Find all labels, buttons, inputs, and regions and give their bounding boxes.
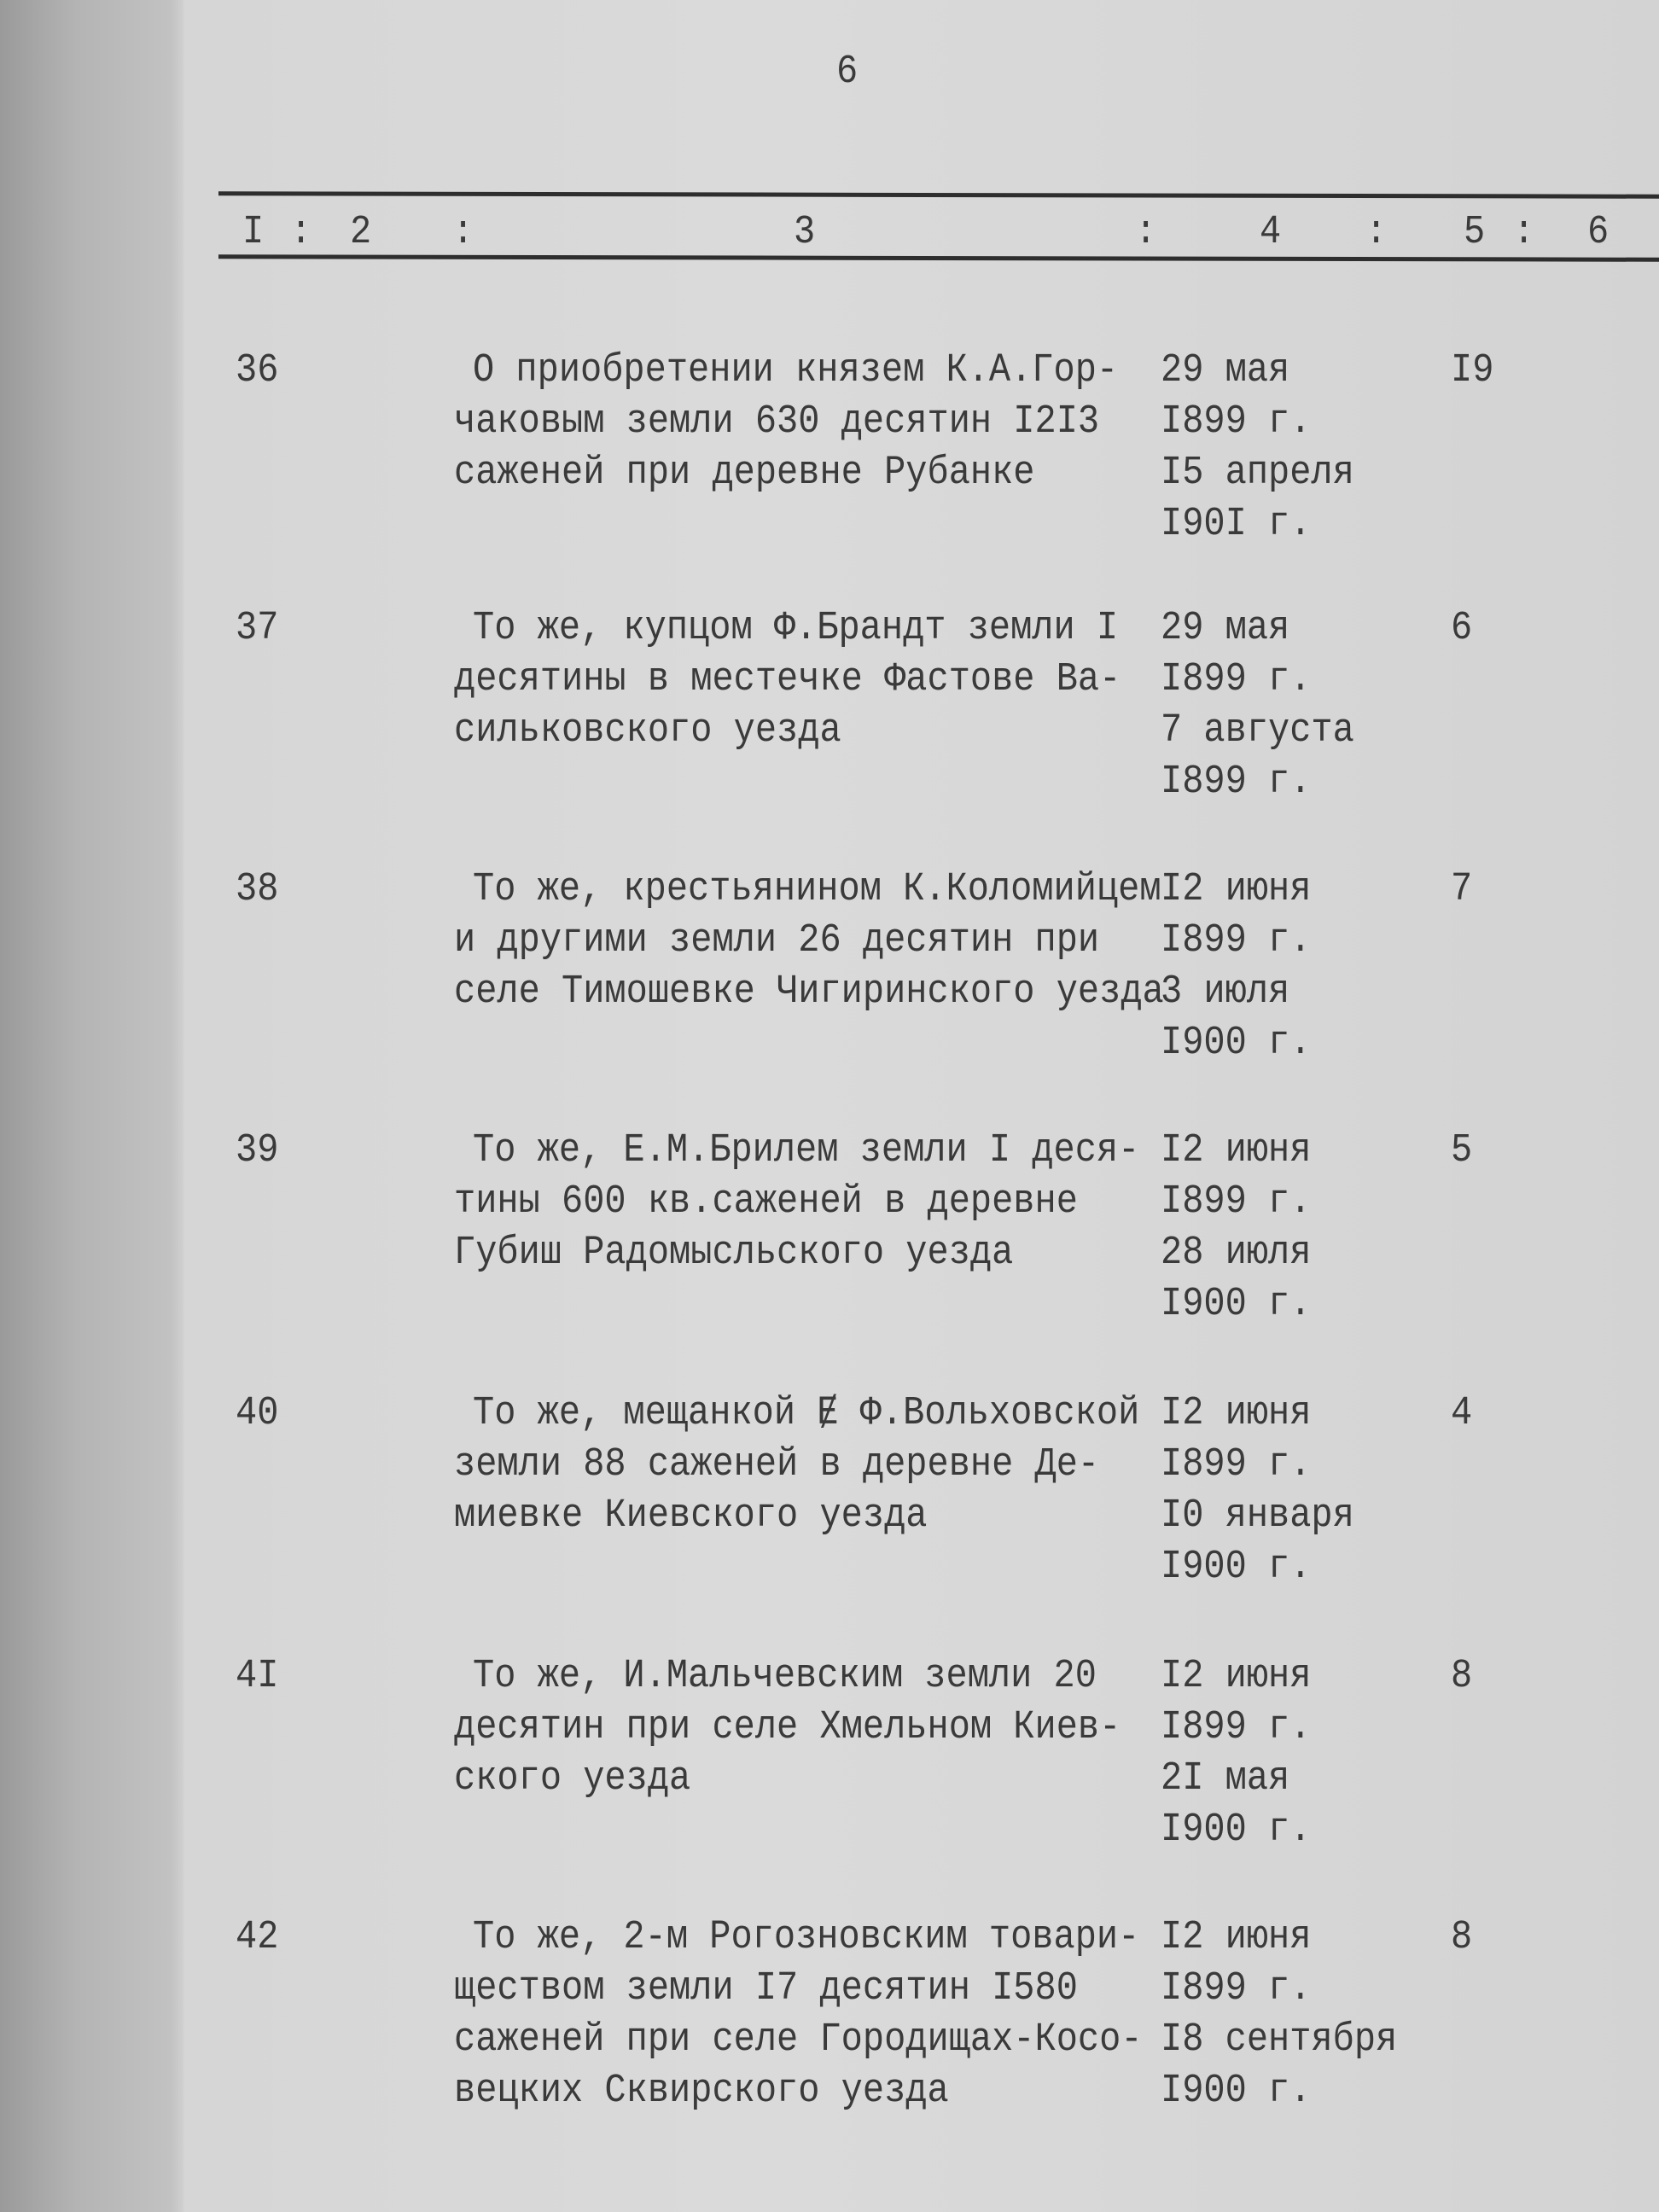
- header-col-6: 6: [1587, 208, 1610, 255]
- date-line: 29 мая: [1161, 604, 1290, 651]
- date-line: 28 июля: [1161, 1229, 1312, 1276]
- description-line: То же, Е.М.Брилем земли I деся-: [473, 1126, 1140, 1173]
- sheet-count: 4: [1451, 1389, 1473, 1436]
- record-number: 36: [236, 346, 279, 393]
- date-line: I90I г.: [1161, 500, 1312, 547]
- table-row: [0, 860, 1659, 1116]
- date-line: I899 г.: [1161, 1178, 1312, 1225]
- date-line: 29 мая: [1161, 346, 1290, 393]
- date-line: 7 августа: [1161, 707, 1354, 754]
- date-line: I900 г.: [1161, 1280, 1312, 1327]
- description-line: чаковым земли 630 десятин I2I3: [454, 398, 1100, 445]
- record-dates: [1161, 1647, 1311, 1852]
- page-number: 6: [836, 48, 859, 95]
- description-line: ского уезда: [454, 1755, 691, 1802]
- table-row: [0, 1121, 1659, 1377]
- record-number: 37: [236, 604, 279, 651]
- sheet-count: 6: [1451, 604, 1473, 651]
- description-line: То же, купцом Ф.Брандт земли I: [473, 604, 1119, 651]
- description-line: То же, крестьянином К.Коломийцем: [473, 865, 1161, 912]
- record-dates: [1161, 1908, 1397, 2113]
- record-dates: [1161, 341, 1354, 546]
- date-line: I2 июня: [1161, 1389, 1312, 1436]
- date-line: I2 июня: [1161, 1652, 1312, 1699]
- description-line: десятины в местечке Фастове Ва-: [454, 655, 1121, 702]
- table-row: [0, 1908, 1659, 2164]
- sheet-count: 8: [1451, 1913, 1473, 1960]
- date-line: I899 г.: [1161, 398, 1312, 445]
- description-line: ществом земли I7 десятин I580: [454, 1965, 1078, 2011]
- record-number: 40: [236, 1389, 279, 1436]
- description-line: земли 88 саженей в деревне Де-: [454, 1441, 1100, 1487]
- header-sep: :: [1135, 208, 1157, 255]
- record-description: [454, 1121, 1139, 1275]
- date-line: I899 г.: [1161, 758, 1312, 805]
- date-line: I900 г.: [1161, 1543, 1312, 1590]
- table-row: [0, 1384, 1659, 1640]
- date-line: I899 г.: [1161, 1703, 1312, 1750]
- record-dates: [1161, 1121, 1311, 1326]
- description-line: вецких Сквирского уезда: [454, 2067, 949, 2114]
- header-sep: :: [452, 208, 474, 255]
- description-line: саженей при деревне Рубанке: [454, 449, 1035, 496]
- table-row: [0, 599, 1659, 855]
- date-line: I900 г.: [1161, 1019, 1312, 1066]
- description-line: и другими земли 26 десятин при: [454, 917, 1100, 963]
- date-line: I899 г.: [1161, 655, 1312, 702]
- date-line: I8 сентября: [1161, 2016, 1398, 2063]
- record-dates: [1161, 860, 1311, 1065]
- record-description: [454, 599, 1121, 753]
- header-col-2: 2: [350, 208, 372, 255]
- record-description: [454, 1384, 1139, 1538]
- header-sep: :: [1365, 208, 1388, 255]
- date-line: I2 июня: [1161, 1126, 1312, 1173]
- date-line: I2 июня: [1161, 1913, 1312, 1960]
- sheet-count: 5: [1451, 1126, 1473, 1173]
- sheet-count: 8: [1451, 1652, 1473, 1699]
- date-line: 2I мая: [1161, 1755, 1290, 1802]
- description-line: То же, мещанкой Ɇ Ф.Вольховской: [473, 1389, 1140, 1436]
- description-line: сильковского уезда: [454, 707, 841, 754]
- date-line: I900 г.: [1161, 1806, 1312, 1853]
- record-dates: [1161, 599, 1354, 804]
- date-line: I899 г.: [1161, 917, 1312, 963]
- date-line: I2 июня: [1161, 865, 1312, 912]
- record-number: 38: [236, 865, 279, 912]
- record-number: 4I: [236, 1652, 279, 1699]
- date-line: I0 января: [1161, 1492, 1354, 1539]
- record-description: [454, 1908, 1143, 2113]
- date-line: I899 г.: [1161, 1965, 1312, 2011]
- record-description: [454, 1647, 1121, 1801]
- sheet-count: 7: [1451, 865, 1473, 912]
- description-line: Губиш Радомысльского уезда: [454, 1229, 1014, 1276]
- description-line: саженей при селе Городищах-Косо-: [454, 2016, 1143, 2063]
- table-row: [0, 341, 1659, 597]
- date-line: I900 г.: [1161, 2067, 1312, 2114]
- header-sep: :: [290, 208, 312, 255]
- description-line: То же, 2-м Рогозновским товари-: [473, 1913, 1140, 1960]
- header-col-1: I: [242, 208, 265, 255]
- sheet-count: I9: [1451, 346, 1494, 393]
- record-number: 42: [236, 1913, 279, 1960]
- description-line: тины 600 кв.саженей в деревне: [454, 1178, 1078, 1225]
- description-line: селе Тимошевке Чигиринского уезда: [454, 968, 1164, 1015]
- header-top-rule: [218, 191, 1659, 199]
- date-line: 3 июля: [1161, 968, 1290, 1015]
- record-description: [454, 860, 1164, 1014]
- description-line: десятин при селе Хмельном Киев-: [454, 1703, 1121, 1750]
- description-line: миевке Киевского уезда: [454, 1492, 928, 1539]
- header-sep: :: [1513, 208, 1535, 255]
- record-number: 39: [236, 1126, 279, 1173]
- header-col-4: 4: [1260, 208, 1282, 255]
- date-line: I5 апреля: [1161, 449, 1354, 496]
- description-line: То же, И.Мальчевским земли 20: [473, 1652, 1097, 1699]
- description-line: О приобретении князем К.А.Гор-: [473, 346, 1119, 393]
- table-row: [0, 1647, 1659, 1903]
- record-dates: [1161, 1384, 1354, 1589]
- header-col-5: 5: [1464, 208, 1486, 255]
- header-bottom-rule: [218, 254, 1659, 262]
- date-line: I899 г.: [1161, 1441, 1312, 1487]
- header-col-3: 3: [794, 208, 816, 255]
- record-description: [454, 341, 1118, 495]
